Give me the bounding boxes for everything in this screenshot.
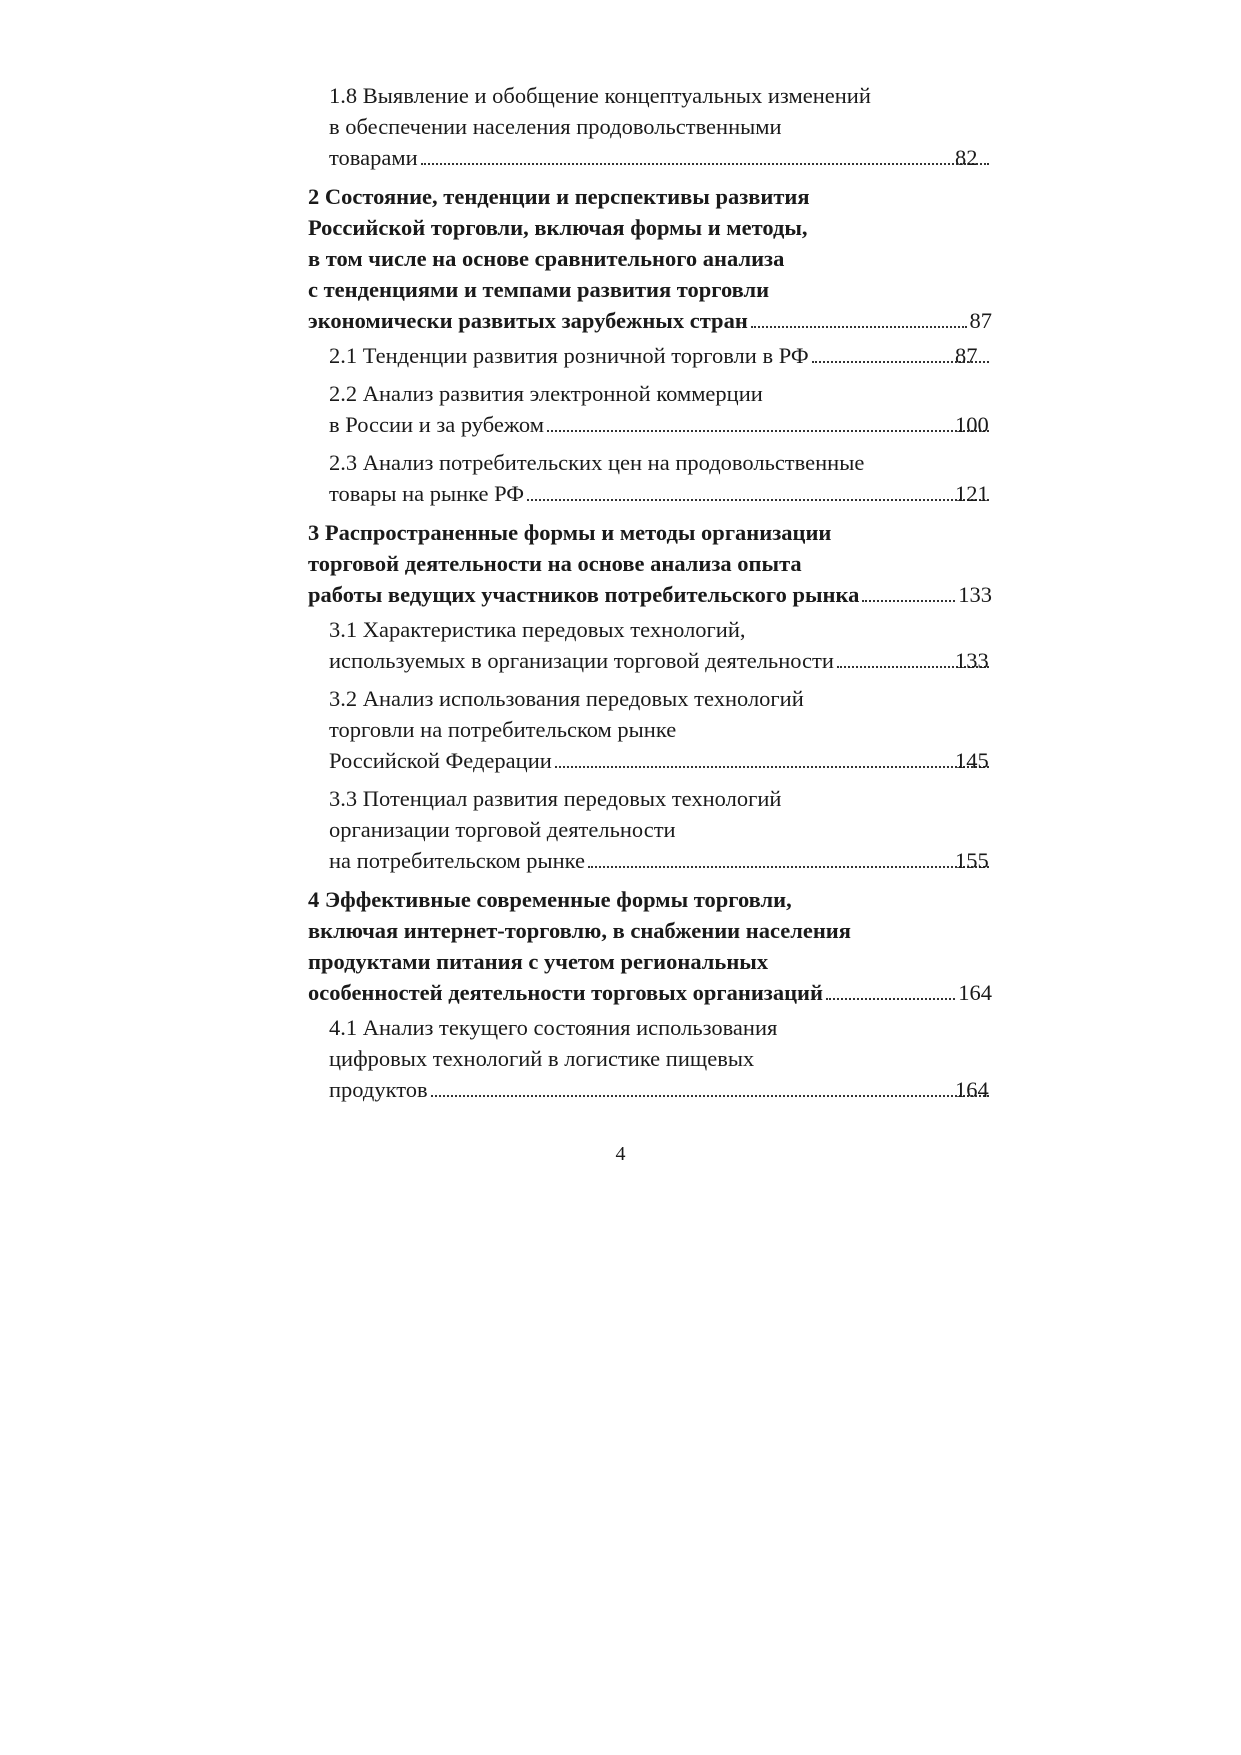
dot-leader [588, 866, 989, 868]
toc-entry-last-line: используемых в организации торговой деятельности 133 [366, 645, 992, 676]
table-of-contents [308, 80, 992, 1112]
toc-entry-line: 1.8 Выявление и обобщение концептуальных изменений [329, 83, 871, 108]
toc-entry-line: экономически развитых зарубежных стран [308, 308, 748, 333]
toc-entry-last-line [308, 977, 992, 1008]
toc-entry-line: цифровых технологий в логистике пищевых [329, 1046, 755, 1071]
toc-section-entry[interactable] [308, 378, 992, 440]
toc-entry-line: продуктов [329, 1077, 428, 1102]
toc-entry-last-line: на потребительском рынке 155 [366, 845, 992, 876]
dot-leader [547, 430, 989, 432]
toc-entry-line: работы ведущих участников потребительского рынка [308, 582, 860, 607]
toc-chapter-entry[interactable] [308, 884, 992, 1008]
toc-entry-last-line: в России и за рубежом 100 [366, 409, 992, 440]
toc-entry-last-line: Российской Федерации 145 [366, 745, 992, 776]
toc-entry-line: 3.1 Характеристика передовых технологий, [329, 617, 746, 642]
dot-leader [421, 163, 989, 165]
toc-section-entry[interactable] [308, 614, 992, 676]
toc-entry-line: особенностей деятельности торговых организаций [308, 980, 823, 1005]
toc-entry-line: товарами [329, 145, 418, 170]
toc-entry-line: 2 Состояние, тенденции и перспективы развития [308, 184, 810, 209]
dot-leader [555, 766, 989, 768]
toc-entry-last-line: 2.1 Тенденции развития розничной торговли в РФ 87 [366, 340, 992, 371]
toc-entry-line: 2.1 Тенденции развития розничной торговли в РФ [329, 343, 809, 368]
toc-entry-line: используемых в организации торговой деятельности [329, 648, 834, 673]
dot-leader [862, 600, 955, 602]
toc-entry-line: в России и за рубежом [329, 412, 544, 437]
toc-page-number: 164 [958, 980, 992, 1005]
toc-entry-line: 3 Распространенные формы и методы организации [308, 520, 832, 545]
toc-entry-line: Российской Федерации [329, 748, 552, 773]
dot-leader [751, 326, 967, 328]
toc-entry-line: с тенденциями и темпами развития торговли [308, 277, 770, 302]
toc-entry-line: 4.1 Анализ текущего состояния использования [329, 1015, 778, 1040]
toc-entry-line: Российской торговли, включая формы и методы, [308, 215, 808, 240]
toc-entry-last-line: продуктов 164 [366, 1074, 992, 1105]
toc-entry-last-line: товарами 82 [366, 142, 992, 173]
toc-entry-line: на потребительском рынке [329, 848, 586, 873]
toc-entry-line: 2.2 Анализ развития электронной коммерции [329, 381, 763, 406]
toc-entry-line: 4 Эффективные современные формы торговли, [308, 887, 792, 912]
toc-entry-line: организации торговой деятельности [329, 817, 676, 842]
toc-section-entry[interactable] [308, 447, 992, 509]
toc-page-number: 133 [958, 582, 992, 607]
toc-section-entry[interactable] [308, 783, 992, 876]
toc-entry-line: 3.3 Потенциал развития передовых технологий [329, 786, 782, 811]
toc-entry-line: торговой деятельности на основе анализа опыта [308, 551, 802, 576]
toc-entry-line: в том числе на основе сравнительного анализа [308, 246, 785, 271]
toc-entry-line: продуктами питания с учетом региональных [308, 949, 769, 974]
toc-entry-line: в обеспечении населения продовольственными [329, 114, 782, 139]
toc-entry-line: включая интернет-торговлю, в снабжении населения [308, 918, 851, 943]
dot-leader [431, 1095, 989, 1097]
toc-page-number: 87 [969, 308, 992, 333]
toc-entry-last-line [308, 579, 992, 610]
dot-leader [826, 998, 955, 1000]
toc-section-entry[interactable] [308, 683, 992, 776]
toc-section-entry[interactable] [308, 1012, 992, 1105]
page-number: 4 [615, 1143, 626, 1165]
toc-entry-line: 3.2 Анализ использования передовых технологий [329, 686, 804, 711]
dot-leader [527, 499, 989, 501]
toc-section-entry[interactable] [308, 80, 992, 173]
toc-chapter-entry[interactable] [308, 181, 992, 336]
toc-entry-line: товары на рынке РФ [329, 481, 525, 506]
toc-entry-line: 2.3 Анализ потребительских цен на продовольственные [329, 450, 865, 475]
toc-section-entry[interactable] [308, 340, 992, 371]
toc-entry-line: торговли на потребительском рынке [329, 717, 677, 742]
toc-entry-last-line: товары на рынке РФ 121 [366, 478, 992, 509]
toc-entry-last-line [308, 305, 992, 336]
toc-chapter-entry[interactable] [308, 517, 992, 610]
